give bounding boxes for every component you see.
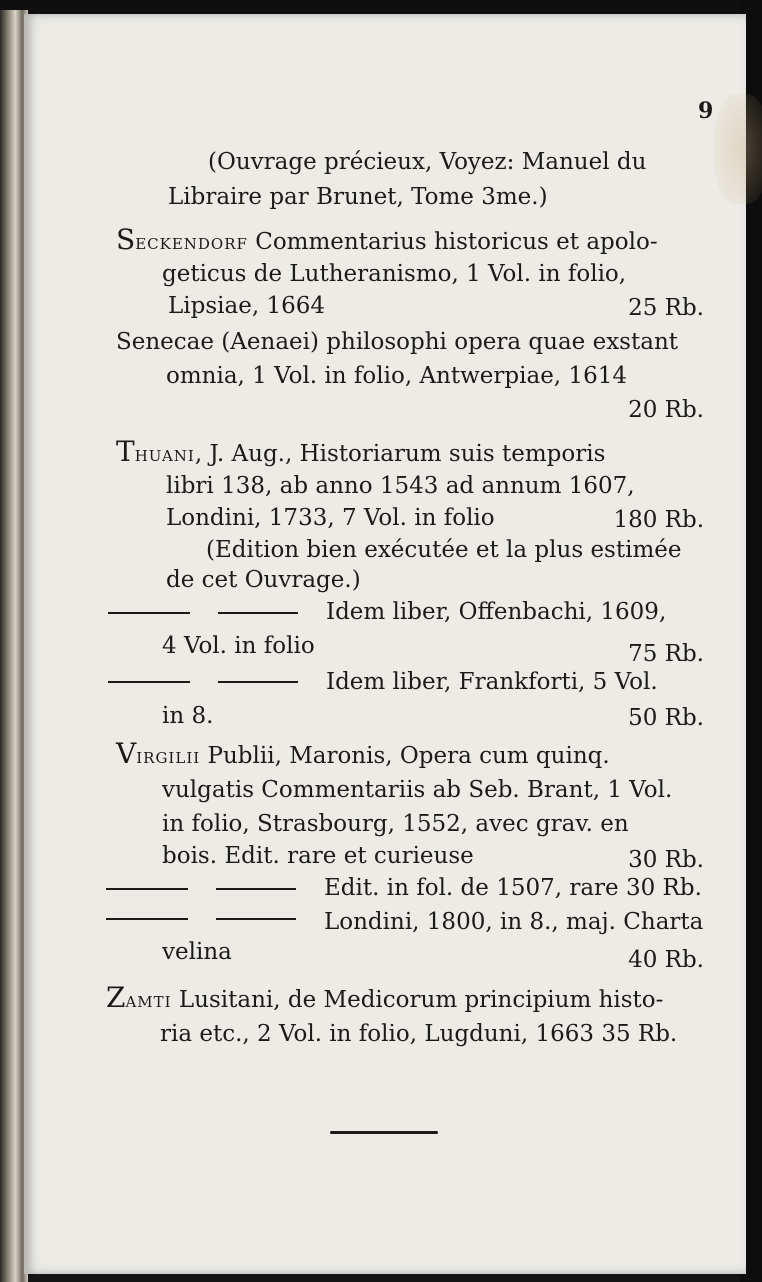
ditto-dash — [218, 612, 298, 614]
small-caps-name: HUANI — [134, 447, 195, 465]
price: 30 Rb. — [628, 847, 704, 873]
small-caps-name: IRGILII — [136, 749, 201, 767]
price: 20 Rb. — [628, 397, 704, 423]
text-line: vulgatis Commentariis ab Seb. Brant, 1 Vol. — [162, 777, 673, 803]
entry-thuani — [116, 435, 606, 470]
small-caps-initial: S — [116, 223, 136, 256]
entry-seckendorf — [116, 223, 658, 258]
price: 25 Rb. — [628, 295, 704, 321]
text-line: de cet Ouvrage.) — [166, 567, 361, 593]
text-line: bois. Edit. rare et curieuse — [162, 843, 474, 869]
price: 50 Rb. — [628, 705, 704, 731]
small-caps-initial: V — [116, 737, 137, 770]
entry-text: Commentarius historicus et apolo- — [247, 229, 658, 255]
paper-stain — [714, 94, 762, 204]
ditto-dash — [106, 888, 188, 890]
small-caps-initial: T — [116, 435, 135, 468]
text-line: 4 Vol. in folio — [162, 633, 315, 659]
text-line: Idem liber, Offenbachi, 1609, — [326, 599, 667, 625]
text-line: omnia, 1 Vol. in folio, Antwerpiae, 1614 — [166, 363, 627, 389]
small-caps-name: AMTI — [125, 993, 172, 1011]
price: 180 Rb. — [613, 507, 704, 533]
small-caps-name: ECKENDORF — [135, 235, 248, 253]
page-number: 9 — [698, 98, 714, 124]
text-line: Edit. in fol. de 1507, rare 30 Rb. — [324, 875, 702, 901]
entry-senecae: Senecae (Aenaei) philosophi opera quae exstant — [116, 329, 678, 355]
entry-text: Publii, Maronis, Opera cum quinq. — [200, 743, 610, 769]
ditto-dash — [108, 612, 190, 614]
end-rule — [330, 1131, 438, 1134]
text-line: (Ouvrage précieux, Voyez: Manuel du — [208, 149, 647, 175]
text-line: Lipsiae, 1664 — [168, 293, 325, 319]
ditto-dash — [218, 681, 298, 683]
ditto-dash — [106, 918, 188, 920]
entry-text: Lusitani, de Medicorum principium histo- — [171, 987, 664, 1013]
price: 40 Rb. — [628, 947, 704, 973]
text-line: Libraire par Brunet, Tome 3me.) — [168, 184, 548, 210]
entry-text: , J. Aug., Historiarum suis temporis — [194, 441, 606, 467]
ditto-dash — [216, 918, 296, 920]
text-line: in folio, Strasbourg, 1552, avec grav. en — [162, 811, 629, 837]
text-line: libri 138, ab anno 1543 ad annum 1607, — [166, 473, 635, 499]
text-line: ria etc., 2 Vol. in folio, Lugduni, 1663 35 Rb. — [160, 1021, 678, 1047]
text-line: velina — [162, 939, 232, 965]
ditto-dash — [216, 888, 296, 890]
small-caps-initial: Z — [106, 981, 126, 1014]
text-line: (Edition bien exécutée et la plus estimée — [206, 537, 682, 563]
entry-zamti — [106, 981, 664, 1016]
text-line: geticus de Lutheranismo, 1 Vol. in folio, — [162, 261, 627, 287]
ditto-dash — [108, 681, 190, 683]
text-line: Idem liber, Frankforti, 5 Vol. — [326, 669, 658, 695]
price: 75 Rb. — [628, 641, 704, 667]
text-line: Londini, 1800, in 8., maj. Charta — [324, 909, 704, 935]
entry-virgilii — [116, 737, 610, 772]
text-line: in 8. — [162, 703, 214, 729]
text-line: Londini, 1733, 7 Vol. in folio — [166, 505, 495, 531]
